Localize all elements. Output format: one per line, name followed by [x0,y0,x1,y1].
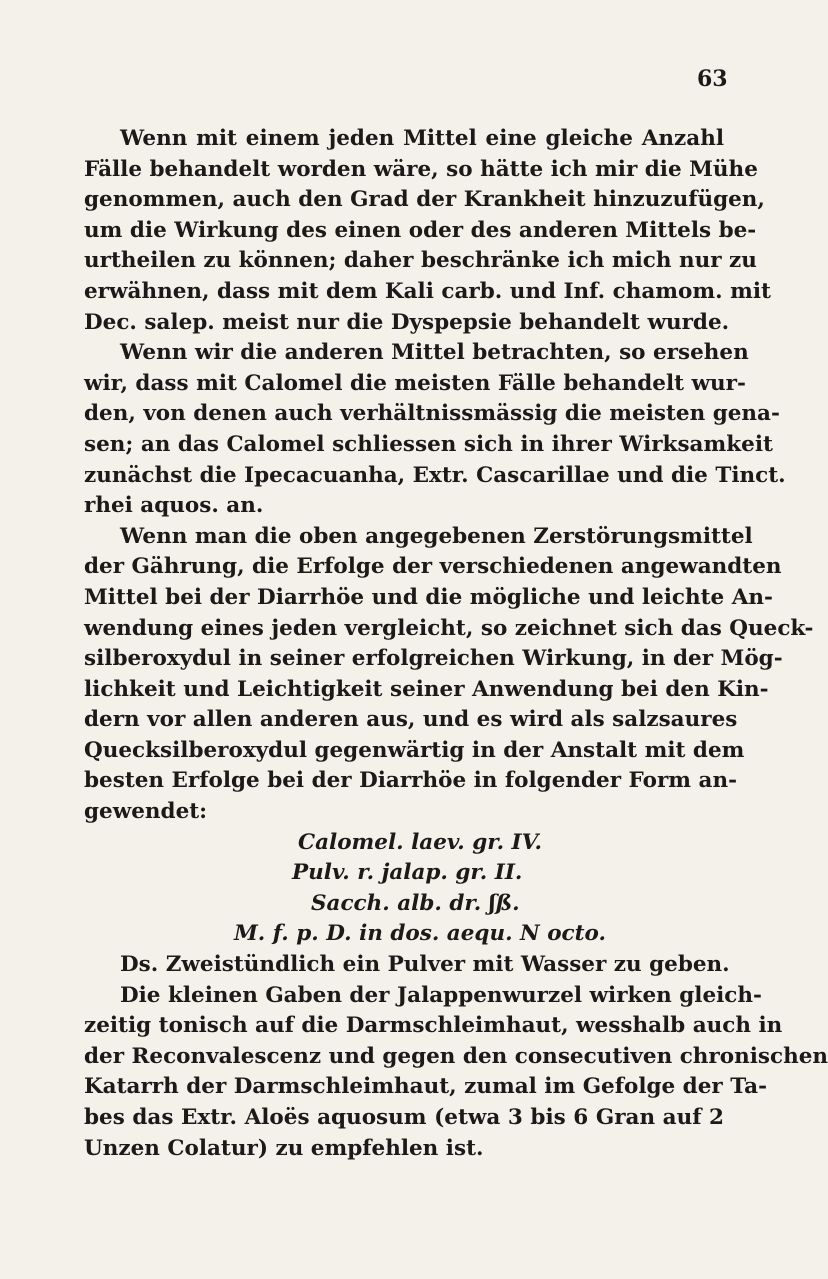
formula-line: M. f. p. D. in dos. aequ. N octo. [234,921,606,947]
paragraphs-after-formula [84,950,828,1164]
text-line: urtheilen zu können; daher beschränke ich mich nur zu [84,248,757,274]
page-number: 63 [697,66,728,92]
text-line: Ds. Zweistündlich ein Pulver mit Wasser zu geben. [120,952,730,978]
text-line: der Reconvalescenz und gegen den consecutiven chronischen [84,1043,828,1069]
formula-line: Pulv. r. jalap. gr. II. [292,860,523,886]
text-line: Dec. salep. meist nur die Dyspepsie behandelt wurde. [84,309,730,335]
text-line: genommen, auch den Grad der Krankheit hinzuzufügen, [84,187,765,213]
text-line: besten Erfolge bei der Diarrhöe in folgender Form an- [84,768,738,794]
text-line: Quecksilberoxydul gegenwärtig in der Anstalt mit dem [84,737,745,763]
text-line: bes das Extr. Aloës aquosum (etwa 3 bis 6 Gran auf 2 [84,1105,724,1130]
body-text [84,124,828,1164]
formula-line: Sacch. alb. dr. ʃß. [311,890,520,916]
text-line: rhei aquos. an. [84,493,264,519]
text-line: Mittel bei der Diarrhöe und die mögliche und leichte An- [84,584,773,610]
text-line: Fälle behandelt worden wäre, so hätte ich mir die Mühe [84,156,758,182]
text-line: silberoxydul in seiner erfolgreichen Wirkung, in der Mög- [84,646,783,672]
text-line: Katarrh der Darmschleimhaut, zumal im Gefolge der Ta- [84,1074,768,1100]
text-line: sen; an das Calomel schliessen sich in ihrer Wirksamkeit [84,431,773,457]
formula-line: Calomel. laev. gr. IV. [298,829,543,855]
text-line: Wenn wir die anderen Mittel betrachten, so ersehen [120,340,749,366]
text-line: zeitig tonisch auf die Darmschleimhaut, wesshalb auch in [84,1013,783,1039]
text-line: Wenn mit einem jeden Mittel eine gleiche Anzahl [120,126,724,151]
text-line: dern vor allen anderen aus, und es wird als salzsaures [84,707,738,733]
text-line: Wenn man die oben angegebenen Zerstörungsmittel [120,523,753,549]
text-line: gewendet: [84,799,208,825]
text-line: zunächst die Ipecacuanha, Extr. Cascarillae und die Tinct. [84,462,786,488]
text-line: Die kleinen Gaben der Jalappenwurzel wirken gleich- [120,982,762,1008]
paragraphs-before-formula [84,124,814,828]
text-line: wir, dass mit Calomel die meisten Fälle behandelt wur- [84,370,746,396]
prescription-formula [84,828,724,950]
text-line: der Gährung, die Erfolge der verschiedenen angewandten [84,554,782,580]
text-line: um die Wirkung des einen oder des anderen Mittels be- [84,217,757,243]
text-line: den, von denen auch verhältnissmässig die meisten gena- [84,401,780,427]
text-line: erwähnen, dass mit dem Kali carb. und Inf. chamom. mit [84,278,771,304]
text-line: Unzen Colatur) zu empfehlen ist. [84,1135,484,1161]
text-line: lichkeit und Leichtigkeit seiner Anwendung bei den Kin- [84,676,769,702]
text-line: wendung eines jeden vergleicht, so zeichnet sich das Queck- [84,615,814,641]
